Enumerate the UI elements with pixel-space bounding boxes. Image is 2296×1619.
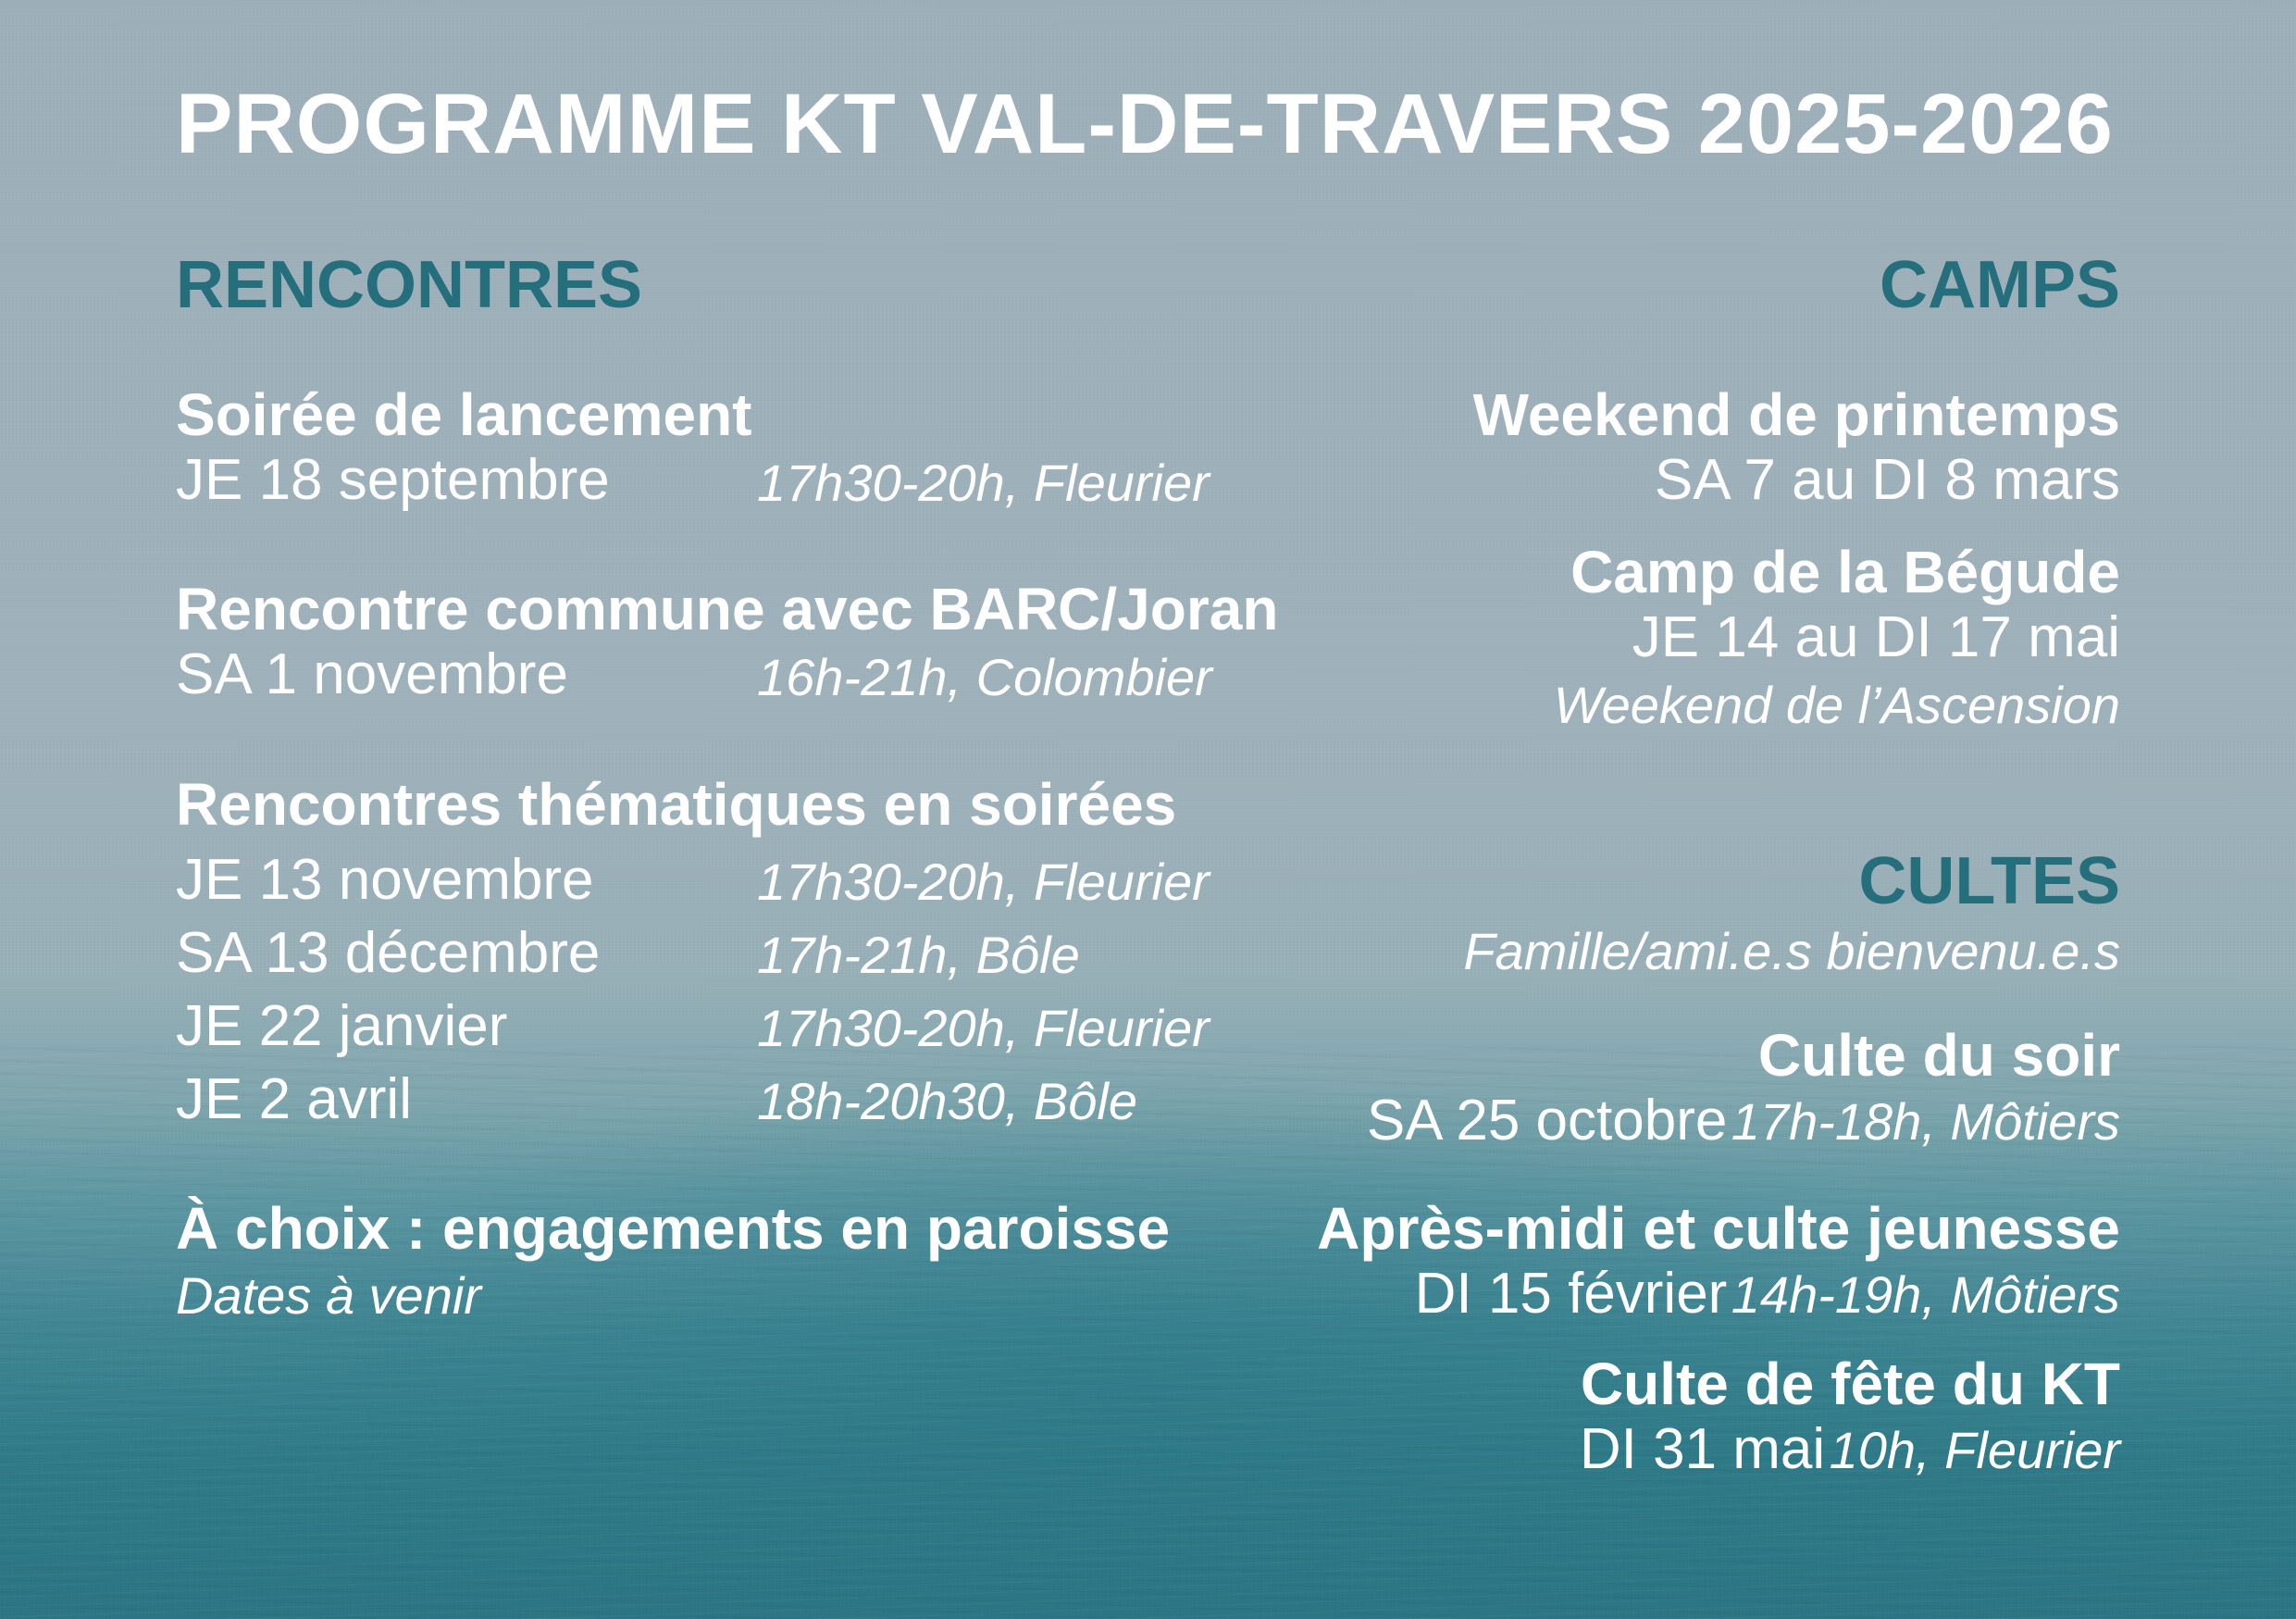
page-title: PROGRAMME KT VAL-DE-TRAVERS 2025-2026 <box>176 77 2114 171</box>
culte-date-jeunesse: DI 15 février <box>1414 1262 1728 1326</box>
culte-date-soir: SA 25 octobre <box>1366 1089 1728 1152</box>
camp-note-begude: Weekend de l’Ascension <box>1553 676 2120 734</box>
thematique-date: JE 13 novembre <box>176 848 594 912</box>
camp-title-begude: Camp de la Bégude <box>1570 539 2120 605</box>
camps-heading: CAMPS <box>1879 248 2120 322</box>
event-date-lancement: JE 18 septembre <box>176 448 610 512</box>
event-title-thematiques: Rencontres thématiques en soirées <box>176 771 1177 838</box>
rencontres-heading: RENCONTRES <box>176 248 643 322</box>
thematique-date: JE 22 janvier <box>176 994 508 1058</box>
thematique-time: 17h30-20h, Fleurier <box>757 999 1210 1057</box>
culte-title-soir: Culte du soir <box>1757 1022 2120 1089</box>
culte-time-jeunesse: 14h-19h, Môtiers <box>1731 1265 2120 1324</box>
culte-line-fete <box>1579 1417 2120 1481</box>
event-title-choix: À choix : engagements en paroisse <box>176 1195 1171 1262</box>
event-title-lancement: Soirée de lancement <box>176 381 752 448</box>
culte-line-soir <box>1366 1089 2120 1152</box>
culte-line-jeunesse <box>1414 1262 2120 1326</box>
culte-time-soir: 17h-18h, Môtiers <box>1731 1092 2120 1151</box>
thematique-date: JE 2 avril <box>176 1067 412 1131</box>
camp-date-printemps: SA 7 au DI 8 mars <box>1654 448 2120 512</box>
event-date-commune: SA 1 novembre <box>176 642 568 706</box>
camp-title-printemps: Weekend de printemps <box>1472 381 2120 448</box>
culte-title-jeunesse: Après-midi et culte jeunesse <box>1317 1195 2120 1262</box>
culte-date-fete: DI 31 mai <box>1579 1417 1826 1481</box>
cultes-note: Famille/ami.e.s bienvenu.e.s <box>1463 922 2120 980</box>
event-time-commune: 16h-21h, Colombier <box>757 648 1212 706</box>
event-note-choix: Dates à venir <box>176 1266 481 1325</box>
event-title-commune: Rencontre commune avec BARC/Joran <box>176 576 1279 642</box>
cultes-heading: CULTES <box>1858 844 2120 918</box>
thematique-time: 18h-20h30, Bôle <box>757 1072 1138 1130</box>
thematique-time: 17h-21h, Bôle <box>757 926 1080 984</box>
camp-date-begude: JE 14 au DI 17 mai <box>1632 605 2120 669</box>
culte-title-fete: Culte de fête du KT <box>1580 1351 2120 1417</box>
thematique-date: SA 13 décembre <box>176 921 601 985</box>
thematique-time: 17h30-20h, Fleurier <box>757 853 1210 911</box>
event-time-lancement: 17h30-20h, Fleurier <box>757 454 1210 512</box>
culte-time-fete: 10h, Fleurier <box>1829 1421 2120 1479</box>
